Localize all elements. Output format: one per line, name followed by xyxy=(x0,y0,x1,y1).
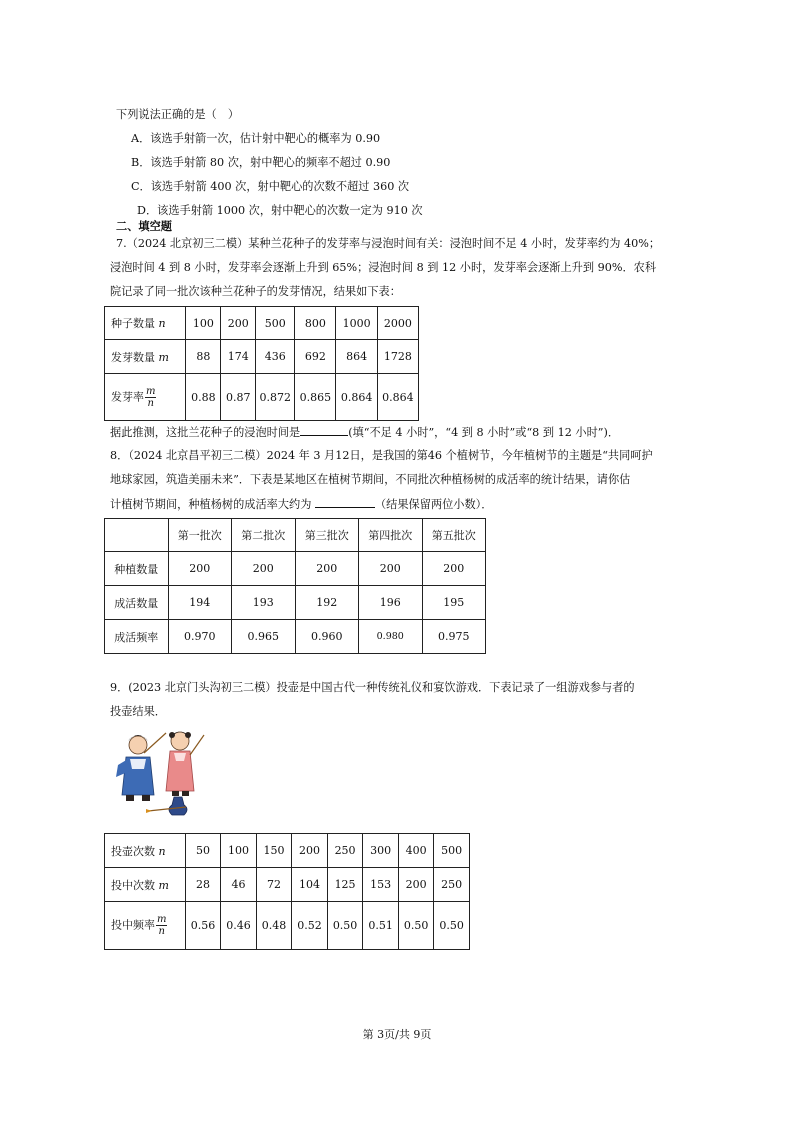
q9-cell: 150 xyxy=(256,834,292,868)
q7-table xyxy=(104,306,419,421)
q7-line-3: 院记录了同一批次该种兰花种子的发芽情况，结果如下表： xyxy=(110,285,401,298)
q6-option-a: A．该选手射箭一次，估计射中靶心的概率为 0.90 xyxy=(131,132,381,145)
q7-line-2: 浸泡时间 4 到 8 小时，发芽率会逐渐上升到 65%；浸泡时间 8 到 12 小时，发芽率会逐渐上升到 90%．农科 xyxy=(110,261,657,274)
q7-row1-label: 种子数量 n xyxy=(105,307,186,340)
q7-cell: 2000 xyxy=(377,307,418,340)
q9-cell: 0.52 xyxy=(292,902,328,950)
q7-answer-line: 据此推测，这批兰花种子的浸泡时间是 (填“不足 4 小时”，“4 到 8 小时”或“8 到 12 小时”)． xyxy=(110,426,620,439)
q6-option-b: B．该选手射箭 80 次，射中靶心的频率不超过 0.90 xyxy=(131,156,391,169)
q9-cell: 200 xyxy=(398,868,434,902)
q8-line-1: 8．（2024 北京昌平初三二模）2024 年 3 月12日，是我国的第46 个植树节，今年植树节的主题是“共同呵护 xyxy=(110,449,653,462)
q9-cell: 0.50 xyxy=(398,902,434,950)
q9-cell: 72 xyxy=(256,868,292,902)
child1-head xyxy=(129,736,147,754)
q9-row3-label: 投中频率 $\frac{m}{n}$ xyxy=(105,902,186,950)
child2-bun xyxy=(169,732,175,738)
q7-cell: 100 xyxy=(186,307,221,340)
arrow xyxy=(190,735,204,755)
child1-shoe xyxy=(142,795,150,801)
q7-line-1: 7.（2024 北京初三二模）某种兰花种子的发芽率与浸泡时间有关：浸泡时间不足 4 小时，发芽率约为 40%； xyxy=(116,237,661,250)
child1-shoe xyxy=(126,795,134,801)
q7-cell: 1728 xyxy=(377,340,418,374)
q8-row-label: 成活数量 xyxy=(105,586,169,620)
q8-cell: 0.975 xyxy=(422,620,486,654)
q8-table xyxy=(104,518,486,654)
q9-cell: 0.50 xyxy=(434,902,470,950)
touhu-illustration xyxy=(108,725,218,821)
q7-row3-label: 发芽率 $\frac{m}{n}$ xyxy=(105,374,186,421)
q7-cell: 436 xyxy=(256,340,295,374)
q9-cell: 125 xyxy=(327,868,363,902)
child2-shoe xyxy=(182,791,189,796)
q9-table xyxy=(104,833,470,950)
q8-header-cell: 第二批次 xyxy=(232,519,296,552)
q8-line-3: 计植树节期间，种植杨树的成活率大约为 （结果保留两位小数）． xyxy=(110,498,493,511)
arrow xyxy=(144,733,166,753)
q8-cell: 0.965 xyxy=(232,620,296,654)
q8-cell: 193 xyxy=(232,586,296,620)
q8-cell: 192 xyxy=(295,586,359,620)
q7-answer-blank[interactable] xyxy=(300,424,348,436)
child1-collar xyxy=(130,759,146,769)
child2-collar xyxy=(174,753,186,761)
q8-cell: 196 xyxy=(359,586,423,620)
page-footer: 第 3页/共 9页 xyxy=(362,1028,432,1041)
q7-cell: 0.864 xyxy=(377,374,418,421)
q9-cell: 400 xyxy=(398,834,434,868)
q7-cell: 1000 xyxy=(336,307,377,340)
q7-cell: 0.87 xyxy=(221,374,256,421)
q8-header-cell: 第四批次 xyxy=(359,519,423,552)
pot-icon xyxy=(169,797,187,815)
q9-cell: 200 xyxy=(292,834,328,868)
q9-cell: 500 xyxy=(434,834,470,868)
q8-line-2: 地球家园，筑造美丽未来”．下表是某地区在植树节期间，不同批次种植杨树的成活率的统计结果，请你估 xyxy=(110,473,631,486)
q6-stem: 下列说法正确的是（ ） xyxy=(116,108,240,121)
q7-cell: 200 xyxy=(221,307,256,340)
q7-cell: 0.864 xyxy=(336,374,377,421)
q7-cell: 864 xyxy=(336,340,377,374)
q8-header-cell: 第五批次 xyxy=(422,519,486,552)
q8-header-empty xyxy=(105,519,169,552)
q9-cell: 0.46 xyxy=(221,902,257,950)
q9-cell: 300 xyxy=(363,834,399,868)
q9-cell: 104 xyxy=(292,868,328,902)
q8-header-cell: 第三批次 xyxy=(295,519,359,552)
q9-cell: 0.50 xyxy=(327,902,363,950)
q9-cell: 153 xyxy=(363,868,399,902)
q8-cell: 194 xyxy=(168,586,232,620)
q9-row2-label: 投中次数 m xyxy=(105,868,186,902)
q8-cell: 200 xyxy=(232,552,296,586)
arrow-fletching xyxy=(146,809,152,813)
q8-cell: 0.970 xyxy=(168,620,232,654)
q7-cell: 174 xyxy=(221,340,256,374)
q9-cell: 0.56 xyxy=(185,902,221,950)
q8-cell: 200 xyxy=(422,552,486,586)
q7-cell: 800 xyxy=(295,307,336,340)
q7-cell: 0.88 xyxy=(186,374,221,421)
q7-cell: 692 xyxy=(295,340,336,374)
q9-cell: 0.51 xyxy=(363,902,399,950)
q9-line-1: 9．(2023 北京门头沟初三二模）投壶是中国古代一种传统礼仪和宴饮游戏．下表记录了一组游戏参与者的 xyxy=(110,681,635,694)
q7-cell: 500 xyxy=(256,307,295,340)
fraction-m-over-n: $\frac{m}{n}$ xyxy=(146,385,156,409)
q8-cell: 195 xyxy=(422,586,486,620)
q9-cell: 250 xyxy=(327,834,363,868)
q8-cell: 0.980 xyxy=(359,620,423,654)
q9-row1-label: 投壶次数 n xyxy=(105,834,186,868)
section-heading: 二、填空题 xyxy=(116,219,172,233)
q9-cell: 0.48 xyxy=(256,902,292,950)
q6-option-c: C．该选手射箭 400 次，射中靶心的次数不超过 360 次 xyxy=(131,180,410,193)
q8-answer-blank[interactable] xyxy=(315,496,375,508)
q9-cell: 28 xyxy=(185,868,221,902)
q7-row2-label: 发芽数量 m xyxy=(105,340,186,374)
q8-row-label: 成活频率 xyxy=(105,620,169,654)
q8-row-label: 种植数量 xyxy=(105,552,169,586)
child2-bun xyxy=(185,732,191,738)
q9-cell: 50 xyxy=(185,834,221,868)
q7-cell: 0.872 xyxy=(256,374,295,421)
q9-cell: 250 xyxy=(434,868,470,902)
q9-cell: 46 xyxy=(221,868,257,902)
q8-cell: 0.960 xyxy=(295,620,359,654)
q7-cell: 0.865 xyxy=(295,374,336,421)
q8-cell: 200 xyxy=(295,552,359,586)
q9-cell: 100 xyxy=(221,834,257,868)
q6-option-d: D．该选手射箭 1000 次，射中靶心的次数一定为 910 次 xyxy=(137,204,423,217)
q9-line-2: 投壶结果． xyxy=(110,705,166,718)
q8-cell: 200 xyxy=(359,552,423,586)
q8-cell: 200 xyxy=(168,552,232,586)
child2-shoe xyxy=(172,791,179,796)
fraction-m-over-n: $\frac{m}{n}$ xyxy=(157,914,167,937)
q8-header-cell: 第一批次 xyxy=(168,519,232,552)
q7-cell: 88 xyxy=(186,340,221,374)
